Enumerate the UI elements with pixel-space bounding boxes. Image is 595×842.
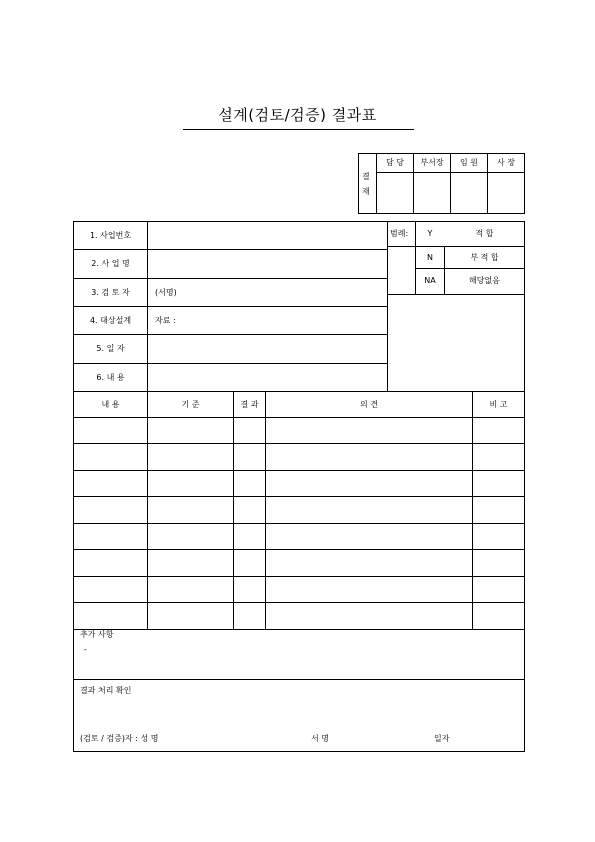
header-criteria: 기 준 xyxy=(181,400,200,409)
result-check-date: 일자 xyxy=(434,734,450,743)
legend-meaning-n: 부 적 합 xyxy=(470,253,499,262)
approval-col-president: 사 장 xyxy=(497,158,515,167)
legend-code-na: NA xyxy=(424,276,436,285)
row-label-target-design: 4. 대상설계 xyxy=(89,316,132,325)
header-content: 내 용 xyxy=(101,400,120,409)
row-label-project-name: 2. 사 업 명 xyxy=(91,259,130,268)
approval-side-label: 재 xyxy=(362,187,370,196)
target-design-value: 자료 : xyxy=(155,316,176,325)
additional-notes-label: 추가 사항 xyxy=(80,630,114,639)
header-remarks: 비 고 xyxy=(489,400,508,409)
result-check-signature: 서 명 xyxy=(311,734,329,743)
header-result: 결 과 xyxy=(240,400,259,409)
legend-meaning-y: 적 합 xyxy=(475,229,494,238)
row-label-date: 5. 일 자 xyxy=(96,344,125,353)
header-opinion: 의 견 xyxy=(360,400,378,409)
legend-meaning-na: 해당없음 xyxy=(469,276,500,285)
row-label-content: 6. 내 용 xyxy=(96,373,125,382)
approval-col-executive: 임 원 xyxy=(460,158,478,167)
page-title: 설계(검토/검증) 결과표 xyxy=(218,106,377,124)
result-check-label: 결과 처리 확인 xyxy=(80,686,132,695)
reviewer-signature-placeholder: (서명) xyxy=(155,288,177,297)
legend-label: 범례: xyxy=(390,229,409,238)
approval-col-staff: 담 당 xyxy=(386,158,404,167)
approval-side-label: 결 xyxy=(362,172,370,181)
legend-code-n: N xyxy=(427,253,433,262)
row-label-reviewer: 3. 검 토 자 xyxy=(91,288,130,297)
result-check-reviewer: (검토 / 검증)자 : 성 명 xyxy=(80,734,159,743)
additional-notes-dash: - xyxy=(84,645,87,654)
legend-code-y: Y xyxy=(427,229,433,238)
row-label-project-no: 1. 사업번호 xyxy=(89,231,132,240)
approval-col-manager: 부서장 xyxy=(420,158,444,167)
